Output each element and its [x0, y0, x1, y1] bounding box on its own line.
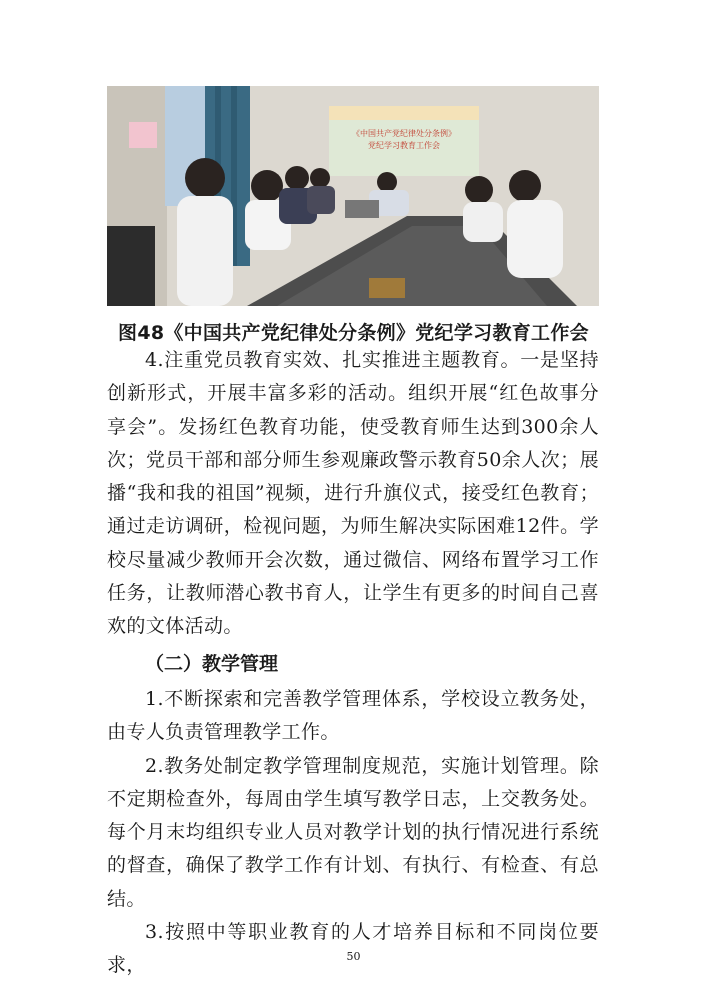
meeting-photo [107, 86, 599, 306]
paragraph: 1.不断探索和完善教学管理体系，学校设立教务处，由专人负责管理教学工作。 [107, 687, 599, 744]
screen-subtitle: 党纪学习教育工作会 [368, 141, 440, 150]
page-number: 50 [346, 950, 361, 963]
section-heading: （二）教学管理 [145, 652, 279, 675]
paragraph: 2.教务处制定教学管理制度规范，实施计划管理。除不定期检查外，每周由学生填写教学日志，上交教务处。每个月末均组织专业人员对教学计划的执行情况进行系统的督查，确保了教学工作有计划、有执行、有检查、有总结。 [107, 754, 599, 910]
body-text [107, 344, 599, 983]
screen-title: 《中国共产党纪律处分条例》 [352, 129, 456, 138]
figure-caption: 图48《中国共产党纪律处分条例》党纪学习教育工作会 [118, 322, 589, 344]
paragraph: 4.注重党员教育实效、扎实推进主题教育。一是坚持创新形式，开展丰富多彩的活动。组织开展“红色故事分享会”。发扬红色教育功能，使受教育师生达到300余人次；党员干部和部分师生参观廉政警示教育50余人次；展播“我和我的祖国”视频，进行升旗仪式，接受红色教育；通过走访调研，检视问题，为师生解决实际困难12件。学校尽量减少教师开会次数，通过微信、网络布置学习工作任务，让教师潜心教书育人，让学生有更多的时间自己喜欢的文体活动。 [107, 349, 599, 638]
paragraph: 3.按照中等职业教育的人才培养目标和不同岗位要求， [107, 921, 599, 977]
